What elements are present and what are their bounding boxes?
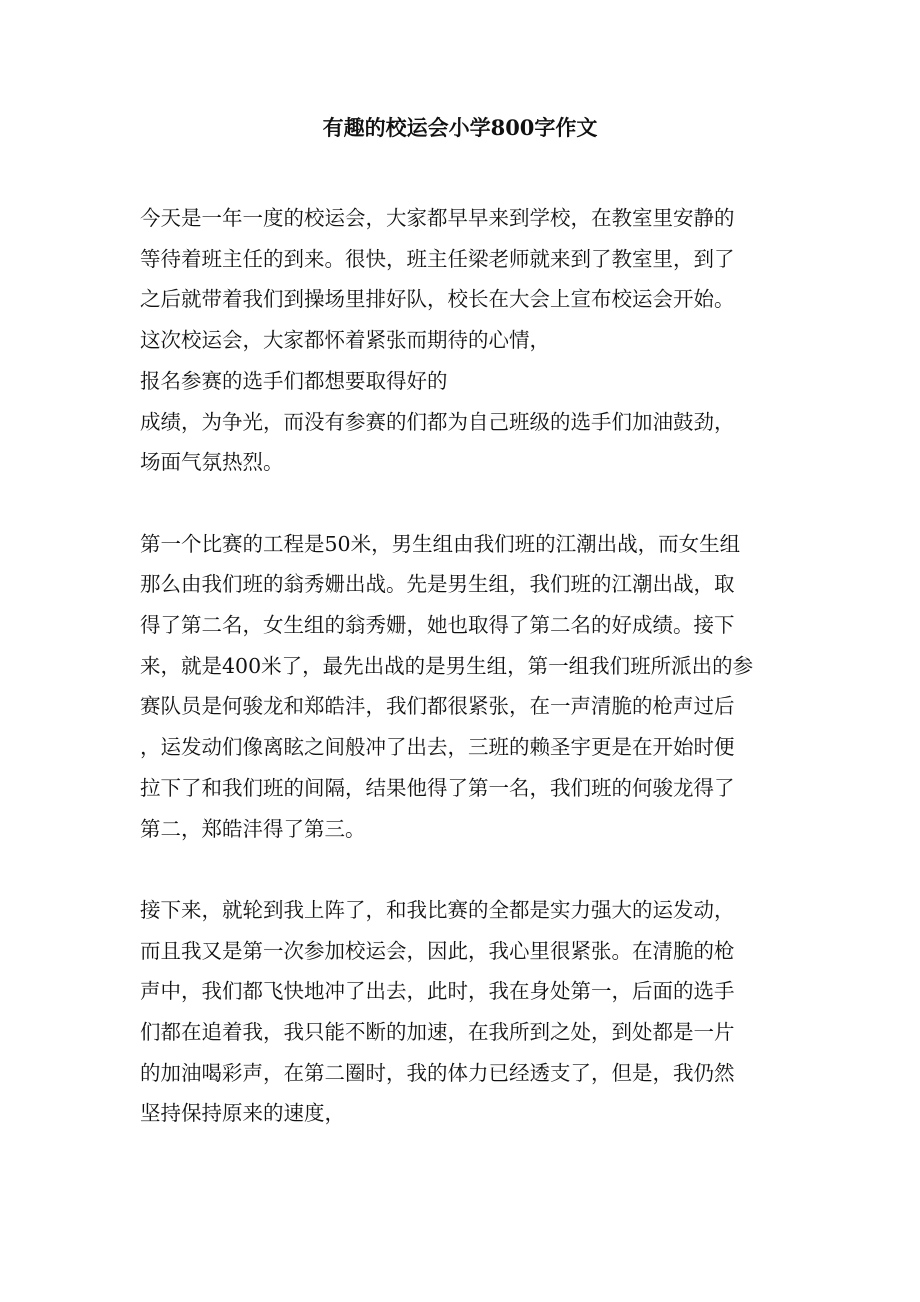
text-line: 而且我又是第一次参加校运会，因此，我心里很紧张。在清脆的枪 (140, 938, 735, 963)
text-line: 第一个比赛的工程是50米，男生组由我们班的江潮出战，而女生组 (140, 531, 741, 556)
paragraph-spacer (140, 849, 790, 890)
document-body (140, 198, 790, 1134)
text-line: 声中，我们都飞快地冲了出去，此时，我在身处第一，后面的选手 (140, 979, 735, 1004)
text-line: 坚持保持原来的速度， (140, 1101, 345, 1126)
text-line: ，运发动们像离眩之间般冲了出去，三班的赖圣宇更是在开始时便 (140, 735, 735, 760)
text-line: 今天是一年一度的校运会，大家都早早来到学校，在教室里安静的 (140, 206, 735, 230)
text-line: 之后就带着我们到操场里排好队，校长在大会上宣布校运会开始。 (140, 287, 735, 312)
text-line: 场面气氛热烈。 (140, 450, 284, 475)
paragraph-3 (140, 890, 790, 1134)
text-line: 拉下了和我们班的间隔，结果他得了第一名，我们班的何骏龙得了 (140, 775, 735, 800)
text-line: 得了第二名，女生组的翁秀姗，她也取得了第二名的好成绩。接下 (140, 613, 735, 638)
paragraph-1 (140, 198, 790, 483)
text-line: 那么由我们班的翁秀姗出战。先是男生组，我们班的江潮出战，取 (140, 572, 735, 597)
text-line: 赛队员是何骏龙和郑皓沣，我们都很紧张，在一声清脆的枪声过后 (140, 694, 735, 719)
text-line: 接下来，就轮到我上阵了，和我比赛的全都是实力强大的运发动， (140, 897, 735, 922)
text-line: 们都在追着我，我只能不断的加速，在我所到之处，到处都是一片 (140, 1020, 735, 1045)
text-line: 报名参赛的选手们都想要取得好的 (140, 368, 448, 393)
paragraph-2 (140, 524, 790, 850)
text-line: 的加油喝彩声，在第二圈时，我的体力已经透支了，但是，我仍然 (140, 1060, 735, 1085)
paragraph-spacer (140, 483, 790, 524)
text-line: 这次校运会，大家都怀着紧张而期待的心情， (140, 328, 550, 353)
document-title: 有趣的校运会小学800字作文 (322, 115, 598, 140)
text-line: 来，就是400米了，最先出战的是男生组，第一组我们班所派出的参 (140, 653, 754, 678)
text-line: 第二，郑皓沣得了第三。 (140, 816, 366, 841)
text-line: 等待着班主任的到来。很快，班主任梁老师就来到了教室里，到了 (140, 246, 735, 271)
text-line: 成绩，为争光，而没有参赛的们都为自己班级的选手们加油鼓劲， (140, 409, 735, 434)
